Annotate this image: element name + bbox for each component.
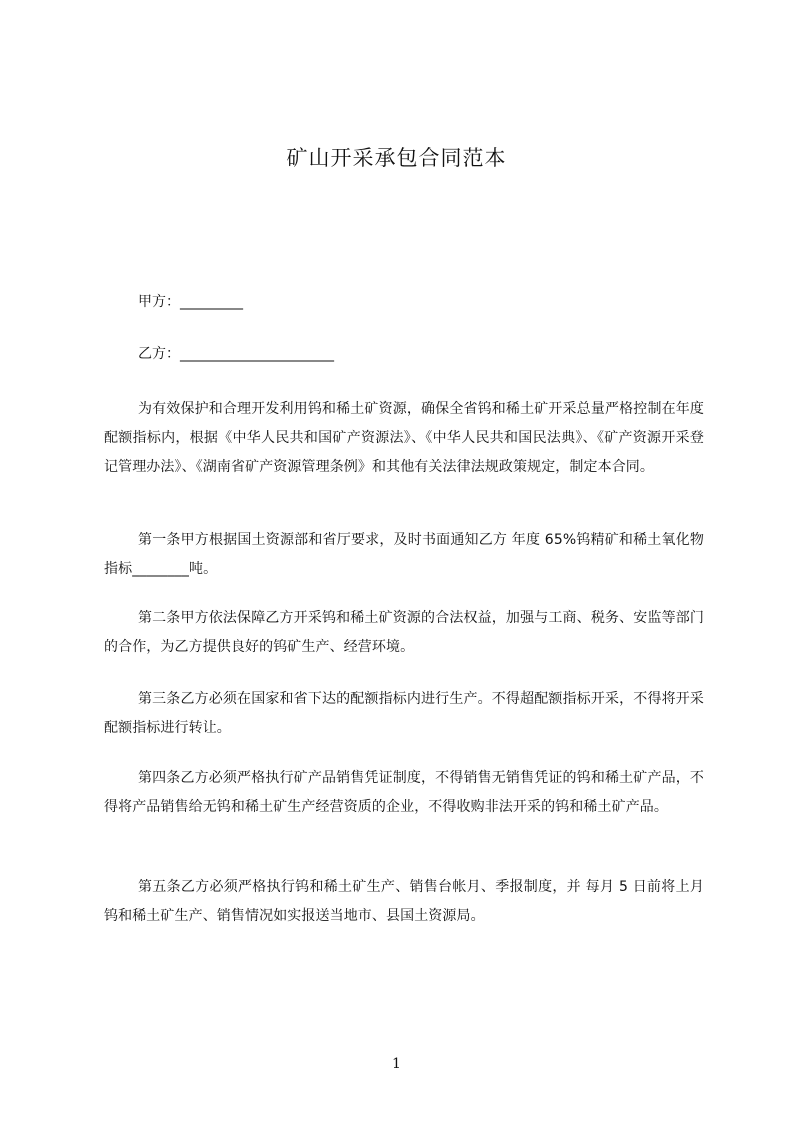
party-b-field: 乙方：______________________	[138, 346, 334, 362]
article-1-paragraph: 第一条甲方根据国土资源部和省厅要求，及时书面通知乙方 年度 65%钨精矿和稀土氧化物指标________吨。	[104, 532, 704, 577]
article-4-paragraph: 第四条乙方必须严格执行矿产品销售凭证制度，不得销售无销售凭证的钨和稀土矿产品，不得将产品销售给无钨和稀土矿生产经营资质的企业，不得收购非法开采的钨和稀土矿产品。	[104, 770, 704, 815]
page-number: 1	[392, 1056, 401, 1072]
article-2-paragraph: 第二条甲方依法保障乙方开采钨和稀土矿资源的合法权益，加强与工商、税务、安监等部门的合作，为乙方提供良好的钨矿生产、经营环境。	[104, 610, 704, 655]
document-title: 矿山开采承包合同范本	[286, 146, 507, 170]
article-5-paragraph: 第五条乙方必须严格执行钨和稀土矿生产、销售台帐月、季报制度，并 每月 5 日前将上月钨和稀土矿生产、销售情况如实报送当地市、县国土资源局。	[104, 879, 704, 924]
party-a-field: 甲方：_________	[138, 294, 243, 310]
preamble-paragraph: 为有效保护和合理开发利用钨和稀土矿资源，确保全省钨和稀土矿开采总量严格控制在年度配额指标内，根据《中华人民共和国矿产资源法》、《中华人民共和国民法典》、《矿产资源开采登记管理办法》、《湖南省矿产资源管理条例》和其他有关法律法规政策规定，制定本合同。	[104, 401, 704, 475]
article-3-paragraph: 第三条乙方必须在国家和省下达的配额指标内进行生产。不得超配额指标开采，不得将开采配额指标进行转让。	[104, 691, 704, 736]
